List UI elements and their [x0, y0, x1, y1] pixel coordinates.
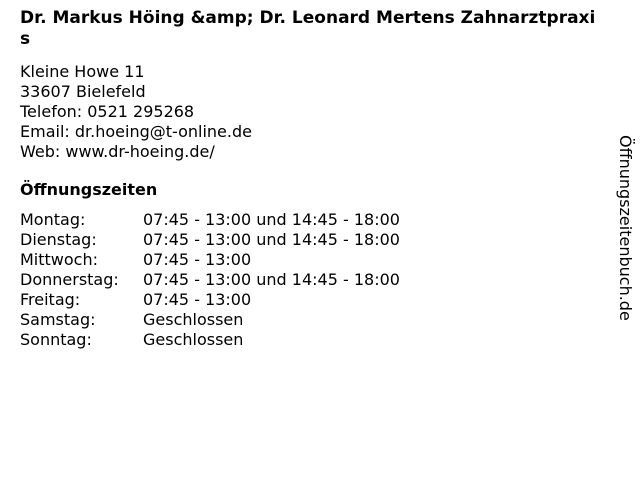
- time-value: Geschlossen: [143, 330, 244, 349]
- time-value: 07:45 - 13:00: [143, 290, 252, 309]
- email-line: Email: dr.hoeing@t-online.de: [20, 122, 252, 141]
- hours-row-wednesday: [20, 250, 600, 270]
- hours-row-tuesday: [20, 230, 600, 250]
- day-label: Dienstag:: [20, 230, 97, 249]
- day-label: Mittwoch:: [20, 250, 98, 269]
- time-value: Geschlossen: [143, 310, 244, 329]
- day-label: Montag:: [20, 210, 86, 229]
- address-block: [20, 62, 600, 162]
- phone-line: Telefon: 0521 295268: [20, 102, 195, 121]
- hours-heading: Öffnungszeiten: [20, 180, 158, 199]
- hours-row-thursday: [20, 270, 600, 290]
- day-label: Sonntag:: [20, 330, 92, 349]
- time-value: 07:45 - 13:00 und 14:45 - 18:00: [143, 230, 400, 249]
- hours-row-saturday: [20, 310, 600, 330]
- day-label: Donnerstag:: [20, 270, 119, 289]
- web-line: Web: www.dr-hoeing.de/: [20, 142, 215, 161]
- hours-row-friday: [20, 290, 600, 310]
- hours-row-monday: [20, 210, 600, 230]
- day-label: Samstag:: [20, 310, 96, 329]
- hours-table: [20, 210, 600, 350]
- time-value: 07:45 - 13:00: [143, 250, 252, 269]
- time-value: 07:45 - 13:00 und 14:45 - 18:00: [143, 210, 400, 229]
- practice-title: Dr. Markus Höing &amp; Dr. Leonard Mertens Zahnarztpraxis: [20, 8, 596, 49]
- time-value: 07:45 - 13:00 und 14:45 - 18:00: [143, 270, 400, 289]
- hours-row-sunday: [20, 330, 600, 350]
- practice-card: [20, 8, 600, 350]
- site-watermark: Öffnungszeitenbuch.de: [616, 135, 635, 321]
- day-label: Freitag:: [20, 290, 81, 309]
- street-line: Kleine Howe 11: [20, 62, 145, 81]
- city-line: 33607 Bielefeld: [20, 82, 146, 101]
